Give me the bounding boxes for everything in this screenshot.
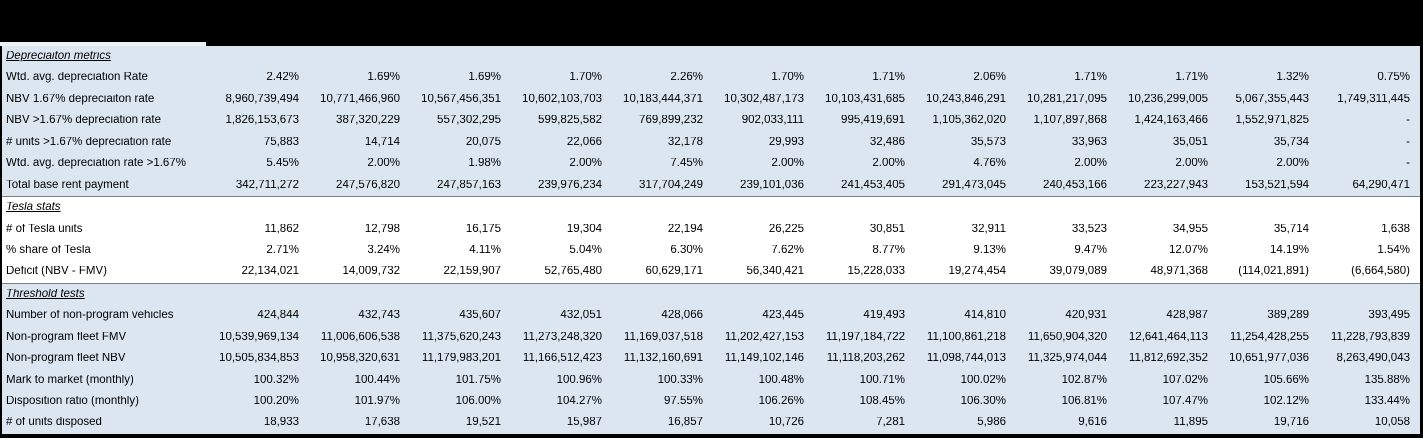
value-cell[interactable]: 11,375,620,243 — [421, 331, 501, 343]
value-cell[interactable]: 1.71% — [1074, 72, 1107, 84]
value-cell[interactable]: 100.44% — [354, 374, 400, 386]
value-cell[interactable]: 291,473,045 — [942, 179, 1006, 191]
value-cell[interactable]: 11,862 — [264, 223, 299, 235]
value-cell[interactable]: 2.42% — [266, 72, 299, 84]
table-row — [2, 261, 1420, 282]
value-cell[interactable]: 2.00% — [872, 158, 905, 170]
value-cell[interactable]: 1.70% — [569, 72, 602, 84]
value-cell[interactable]: 11,149,102,146 — [724, 353, 804, 365]
value-cell[interactable]: 29,993 — [768, 136, 804, 148]
value-cell[interactable]: 387,320,229 — [336, 115, 400, 127]
value-cell[interactable]: 102.87% — [1061, 374, 1107, 386]
table-row — [2, 413, 1420, 434]
value-cell[interactable]: 9.13% — [973, 244, 1006, 256]
value-cell[interactable]: 106.30% — [960, 396, 1006, 408]
value-cell[interactable]: 3.24% — [367, 244, 400, 256]
value-cell[interactable]: 30,851 — [869, 223, 905, 235]
value-cell[interactable]: 106.00% — [455, 396, 501, 408]
table-section — [2, 197, 1420, 284]
row-label-cell[interactable]: Deficit (NBV - FMV) — [6, 266, 107, 278]
value-cell[interactable]: 5,067,355,443 — [1235, 93, 1309, 105]
value-cell[interactable]: 11,273,248,320 — [522, 331, 602, 343]
value-cell[interactable]: 1.98% — [468, 158, 501, 170]
value-cell[interactable]: 19,716 — [1273, 417, 1309, 429]
value-cell[interactable]: 35,051 — [1172, 136, 1208, 148]
value-cell[interactable]: 241,453,405 — [841, 179, 905, 191]
value-cell[interactable]: 8,263,490,043 — [1336, 353, 1410, 365]
value-cell[interactable]: 1,826,153,673 — [225, 115, 299, 127]
value-cell[interactable]: 19,521 — [465, 417, 501, 429]
value-cell[interactable]: 4.11% — [469, 244, 501, 256]
value-cell[interactable]: 20,075 — [465, 136, 501, 148]
value-cell[interactable]: 108.45% — [859, 396, 905, 408]
value-cell[interactable]: 10,058 — [1374, 417, 1410, 429]
row-label-cell[interactable]: NBV 1.67% depreciaiton rate — [6, 93, 155, 105]
section-header[interactable]: Tesla stats — [6, 202, 61, 214]
value-cell[interactable]: 428,066 — [661, 310, 703, 322]
value-cell[interactable]: 100.96% — [556, 374, 602, 386]
table-row — [2, 219, 1420, 240]
value-cell[interactable]: 102.12% — [1263, 396, 1309, 408]
value-cell[interactable]: 2.00% — [1175, 158, 1208, 170]
row-label-cell[interactable]: Mark to market (monthly) — [6, 374, 134, 386]
table-body — [0, 46, 1423, 438]
table-row — [2, 67, 1420, 88]
value-cell[interactable]: 1.69% — [367, 72, 400, 84]
value-cell[interactable]: 8,960,739,494 — [225, 93, 299, 105]
value-cell[interactable]: 105.66% — [1263, 374, 1309, 386]
value-cell[interactable]: 342,711,272 — [235, 179, 299, 191]
table-section — [2, 284, 1420, 434]
value-cell[interactable]: 35,573 — [970, 136, 1006, 148]
value-cell[interactable]: 995,419,691 — [841, 115, 905, 127]
value-cell[interactable]: 7,281 — [876, 417, 905, 429]
row-label-cell[interactable]: # of units disposed — [6, 417, 102, 429]
row-label-cell[interactable]: Non-program fleet FMV — [6, 331, 127, 343]
value-cell[interactable]: 100.32% — [253, 374, 299, 386]
value-cell[interactable]: 1.70% — [771, 72, 804, 84]
value-cell[interactable]: 1.71% — [1175, 72, 1208, 84]
value-cell[interactable]: 100.48% — [758, 374, 804, 386]
value-cell[interactable]: 106.81% — [1061, 396, 1107, 408]
value-cell[interactable]: 11,118,203,262 — [826, 353, 905, 365]
table-row — [2, 391, 1420, 412]
redacted-header-bar — [0, 0, 1423, 46]
value-cell[interactable]: 33,523 — [1071, 223, 1107, 235]
value-cell[interactable]: 11,197,184,722 — [825, 331, 905, 343]
value-cell[interactable]: 12,798 — [364, 223, 400, 235]
value-cell[interactable]: 11,325,974,044 — [1027, 353, 1107, 365]
value-cell[interactable]: 14,009,732 — [342, 266, 400, 278]
section-header[interactable]: Threshold tests — [6, 288, 85, 300]
row-label-cell[interactable]: Wtd. avg. depreciation rate >1.67% — [6, 158, 186, 170]
row-label-cell[interactable]: Wtd. avg. depreciation Rate — [6, 72, 148, 84]
value-cell[interactable]: 18,933 — [263, 417, 299, 429]
value-cell[interactable]: 10,281,217,095 — [1027, 93, 1107, 105]
value-cell[interactable]: 22,194 — [667, 223, 703, 235]
value-cell[interactable]: 432,051 — [560, 310, 602, 322]
value-cell[interactable]: 11,179,983,201 — [421, 353, 501, 365]
value-cell[interactable]: 0.75% — [1377, 72, 1410, 84]
value-cell[interactable]: 5,986 — [977, 417, 1006, 429]
row-label-cell[interactable]: Non-program fleet NBV — [6, 353, 126, 365]
value-cell[interactable]: 15,228,033 — [847, 266, 905, 278]
value-cell[interactable]: 1.71% — [872, 72, 905, 84]
value-cell[interactable]: 12,641,464,113 — [1128, 331, 1208, 343]
value-cell[interactable]: 420,931 — [1065, 310, 1107, 322]
value-cell[interactable]: 1.54% — [1377, 244, 1410, 256]
table-row — [2, 327, 1420, 348]
value-cell[interactable]: 75,883 — [263, 136, 299, 148]
value-cell[interactable]: 1,552,971,825 — [1235, 115, 1309, 127]
value-cell[interactable]: 9,616 — [1078, 417, 1107, 429]
value-cell[interactable]: 7.62% — [771, 244, 804, 256]
value-cell[interactable]: 10,103,431,685 — [825, 93, 905, 105]
value-cell[interactable]: 35,714 — [1273, 223, 1309, 235]
value-cell[interactable]: 419,493 — [863, 310, 905, 322]
value-cell[interactable]: 10,183,444,371 — [623, 93, 703, 105]
table-row — [2, 89, 1420, 110]
table-section — [2, 46, 1420, 197]
value-cell[interactable]: 10,236,299,005 — [1128, 93, 1208, 105]
value-cell[interactable]: 11,098,744,013 — [926, 353, 1006, 365]
value-cell[interactable]: 10,958,320,631 — [320, 353, 400, 365]
value-cell[interactable]: 10,771,466,960 — [320, 93, 400, 105]
value-cell[interactable]: 2.26% — [670, 72, 703, 84]
value-cell[interactable]: 2.00% — [569, 158, 602, 170]
value-cell[interactable]: - — [1406, 136, 1410, 148]
value-cell[interactable]: 317,704,249 — [639, 179, 703, 191]
value-cell[interactable]: 239,101,036 — [740, 179, 804, 191]
value-cell[interactable]: 1,424,163,466 — [1134, 115, 1208, 127]
value-cell[interactable]: 10,243,846,291 — [926, 93, 1006, 105]
value-cell[interactable]: 32,178 — [667, 136, 703, 148]
value-cell[interactable]: 2.06% — [973, 72, 1006, 84]
row-label-cell[interactable]: Number of non-program vehicles — [6, 310, 174, 322]
value-cell[interactable]: 106.26% — [758, 396, 804, 408]
value-cell[interactable]: 64,290,471 — [1352, 179, 1410, 191]
value-cell[interactable]: 153,521,594 — [1245, 179, 1309, 191]
value-cell[interactable]: 424,844 — [257, 310, 299, 322]
section-header-row — [2, 46, 1420, 67]
row-label-cell[interactable]: # units >1.67% depreciation rate — [6, 136, 172, 148]
value-cell[interactable]: - — [1406, 158, 1410, 170]
value-cell[interactable]: 48,971,368 — [1150, 266, 1208, 278]
value-cell[interactable]: 52,765,480 — [544, 266, 602, 278]
value-cell[interactable]: 133.44% — [1364, 396, 1410, 408]
value-cell[interactable]: 97.55% — [663, 396, 703, 408]
value-cell[interactable]: 17,638 — [364, 417, 400, 429]
value-cell[interactable]: 11,228,793,839 — [1330, 331, 1410, 343]
table-row — [2, 370, 1420, 391]
value-cell[interactable]: 4.76% — [973, 158, 1006, 170]
value-cell[interactable]: 100.33% — [657, 374, 703, 386]
row-label-cell[interactable]: Total base rent payment — [6, 179, 129, 191]
header-bar-notch — [0, 42, 206, 46]
value-cell[interactable]: 2.00% — [367, 158, 400, 170]
value-cell[interactable]: 22,066 — [566, 136, 602, 148]
value-cell[interactable]: 11,006,606,538 — [320, 331, 400, 343]
value-cell[interactable]: 1,749,311,445 — [1337, 93, 1410, 105]
value-cell[interactable]: 104.27% — [556, 396, 602, 408]
value-cell[interactable]: (6,664,580) — [1351, 266, 1410, 278]
value-cell[interactable]: 11,202,427,153 — [724, 331, 804, 343]
value-cell[interactable]: 557,302,295 — [437, 115, 501, 127]
value-cell[interactable]: (114,021,891) — [1238, 266, 1309, 278]
value-cell[interactable]: 100.02% — [960, 374, 1006, 386]
value-cell[interactable]: 16,175 — [465, 223, 501, 235]
value-cell[interactable]: 10,726 — [768, 417, 804, 429]
row-label-cell[interactable]: % share of Tesla — [6, 244, 91, 256]
row-label-cell[interactable]: # of Tesla units — [6, 223, 83, 235]
value-cell[interactable]: 7.45% — [670, 158, 703, 170]
value-cell[interactable]: 2.71% — [266, 244, 299, 256]
value-cell[interactable]: 107.47% — [1162, 396, 1208, 408]
value-cell[interactable]: 393,495 — [1368, 310, 1410, 322]
value-cell[interactable]: 769,899,232 — [639, 115, 703, 127]
value-cell[interactable]: 435,607 — [459, 310, 501, 322]
value-cell[interactable]: 432,743 — [358, 310, 400, 322]
value-cell[interactable]: 35,734 — [1273, 136, 1309, 148]
value-cell[interactable]: 9.47% — [1074, 244, 1107, 256]
value-cell[interactable]: 5.45% — [266, 158, 299, 170]
value-cell[interactable]: 107.02% — [1162, 374, 1208, 386]
value-cell[interactable]: 2.00% — [771, 158, 804, 170]
value-cell[interactable]: 223,227,943 — [1144, 179, 1208, 191]
value-cell[interactable]: 1.69% — [468, 72, 501, 84]
value-cell[interactable]: 14.19% — [1269, 244, 1309, 256]
value-cell[interactable]: 10,651,977,036 — [1229, 353, 1309, 365]
value-cell[interactable]: 10,302,487,173 — [724, 93, 804, 105]
value-cell[interactable]: 100.71% — [859, 374, 905, 386]
value-cell[interactable]: 33,963 — [1071, 136, 1107, 148]
section-header-row — [2, 197, 1420, 218]
value-cell[interactable]: 11,132,160,691 — [623, 353, 703, 365]
value-cell[interactable]: 11,254,428,255 — [1229, 331, 1309, 343]
value-cell[interactable]: 19,304 — [566, 223, 602, 235]
value-cell[interactable]: 1,107,897,868 — [1033, 115, 1107, 127]
value-cell[interactable]: 60,629,171 — [645, 266, 703, 278]
value-cell[interactable]: 247,857,163 — [437, 179, 501, 191]
value-cell[interactable]: 11,812,692,352 — [1128, 353, 1208, 365]
table-row — [2, 132, 1420, 153]
value-cell[interactable]: 39,079,089 — [1049, 266, 1107, 278]
value-cell[interactable]: 11,895 — [1173, 417, 1208, 429]
value-cell[interactable]: 1,105,362,020 — [932, 115, 1006, 127]
value-cell[interactable]: 2.00% — [1276, 158, 1309, 170]
value-cell[interactable]: 389,289 — [1267, 310, 1309, 322]
value-cell[interactable]: 239,976,234 — [538, 179, 602, 191]
value-cell[interactable]: 247,576,820 — [336, 179, 400, 191]
value-cell[interactable]: 101.97% — [354, 396, 400, 408]
value-cell[interactable]: 1,638 — [1381, 223, 1410, 235]
value-cell[interactable]: 101.75% — [455, 374, 501, 386]
table-row — [2, 153, 1420, 174]
value-cell[interactable]: 8.77% — [872, 244, 905, 256]
value-cell[interactable]: 19,274,454 — [948, 266, 1006, 278]
value-cell[interactable]: 599,825,582 — [538, 115, 602, 127]
value-cell[interactable]: 14,714 — [364, 136, 400, 148]
value-cell[interactable]: 32,911 — [971, 223, 1006, 235]
table-row — [2, 305, 1420, 326]
value-cell[interactable]: 240,453,166 — [1043, 179, 1107, 191]
value-cell[interactable]: 12.07% — [1168, 244, 1208, 256]
value-cell[interactable]: 2.00% — [1074, 158, 1107, 170]
value-cell[interactable]: 22,159,907 — [443, 266, 501, 278]
value-cell[interactable]: 414,810 — [964, 310, 1006, 322]
value-cell[interactable]: 56,340,421 — [746, 266, 804, 278]
row-label-cell[interactable]: NBV >1.67% depreciation rate — [6, 115, 162, 127]
value-cell[interactable]: - — [1406, 115, 1410, 127]
row-label-cell[interactable]: Disposition ratio (monthly) — [6, 396, 139, 408]
value-cell[interactable]: 423,445 — [762, 310, 804, 322]
table-row — [2, 348, 1420, 369]
value-cell[interactable]: 22,134,021 — [241, 266, 299, 278]
value-cell[interactable]: 16,857 — [667, 417, 703, 429]
value-cell[interactable]: 135.88% — [1364, 374, 1410, 386]
value-cell[interactable]: 11,650,904,320 — [1027, 331, 1107, 343]
value-cell[interactable]: 10,505,834,853 — [219, 353, 299, 365]
value-cell[interactable]: 32,486 — [869, 136, 905, 148]
table-row — [2, 175, 1420, 196]
value-cell[interactable]: 100.20% — [253, 396, 299, 408]
value-cell[interactable]: 26,225 — [768, 223, 804, 235]
value-cell[interactable]: 5.04% — [569, 244, 602, 256]
value-cell[interactable]: 11,166,512,423 — [522, 353, 602, 365]
value-cell[interactable]: 11,100,861,218 — [926, 331, 1006, 343]
value-cell[interactable]: 11,169,037,518 — [623, 331, 703, 343]
value-cell[interactable]: 15,987 — [566, 417, 602, 429]
value-cell[interactable]: 10,567,456,351 — [421, 93, 501, 105]
value-cell[interactable]: 428,987 — [1166, 310, 1208, 322]
table-row — [2, 110, 1420, 131]
value-cell[interactable]: 34,955 — [1172, 223, 1208, 235]
value-cell[interactable]: 902,033,111 — [741, 115, 804, 127]
value-cell[interactable]: 10,602,103,703 — [522, 93, 602, 105]
section-header-row — [2, 284, 1420, 305]
table-row — [2, 240, 1420, 261]
value-cell[interactable]: 6.30% — [670, 244, 703, 256]
section-header[interactable]: Depreciaiton metrics — [6, 50, 111, 62]
value-cell[interactable]: 1.32% — [1276, 72, 1309, 84]
value-cell[interactable]: 10,539,969,134 — [219, 331, 299, 343]
